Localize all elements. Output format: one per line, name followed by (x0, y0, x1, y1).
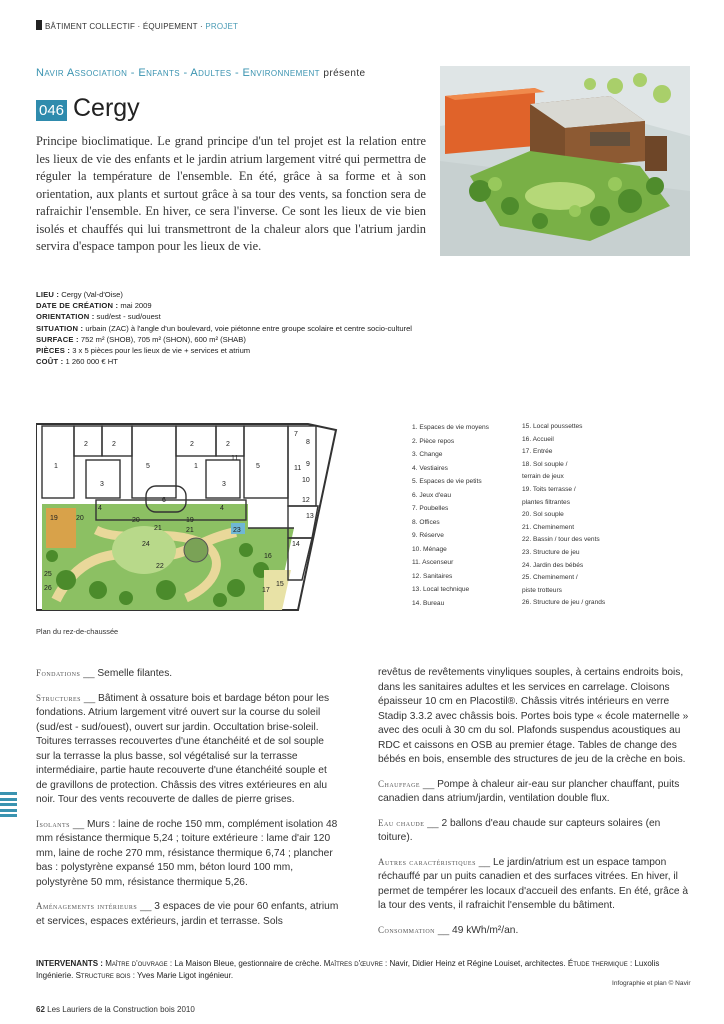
spec-label: Chauffage (378, 778, 421, 789)
legend-item: 4. Vestiaires (412, 464, 448, 472)
legend-item: 19. Toits terrasse / (522, 485, 576, 493)
presenter-line (36, 67, 366, 79)
plan-label: 19 (186, 517, 194, 524)
spec-label: Isolants (36, 818, 70, 829)
plan-label: 1 (194, 463, 198, 470)
sidebar-color-mark (0, 792, 17, 820)
plan-label: 19 (50, 515, 58, 522)
legend-item: 6. Jeux d'eau (412, 491, 452, 499)
plan-label: 20 (132, 517, 140, 524)
plan-label: 21 (186, 527, 194, 534)
legend-item: 17. Entrée (522, 448, 553, 456)
plan-label: 5 (256, 463, 260, 470)
spec-paragraph: Eau chaude __ 2 ballons d'eau chaude sur capteurs solaires (en toiture). (378, 817, 661, 843)
plan-label: 3 (222, 481, 226, 488)
plan-label: 11 (231, 455, 239, 462)
plan-label: 4 (98, 505, 102, 512)
plan-label: 11 (294, 465, 302, 472)
legend-item: 8. Offices (412, 518, 440, 526)
legend-item: terrain de jeux (522, 473, 564, 481)
legend-item: 15. Local poussettes (522, 423, 583, 430)
image-credit: Infographie et plan © Navir (612, 980, 691, 987)
legend-item: 25. Cheminement / (522, 574, 578, 582)
spec-paragraph: Autres caractéristiques __ Le jardin/atrium est un espace tampon réchauffé par un puits canadien et des surfaces vitrées. En hiver, il permet de tempérer les locaux d'accueil des enfants. En été, grâce à la tour des vents, il rafraichit l'ensemble du bâtiment. (378, 856, 689, 911)
fact-row: PIÈCES : 3 x 5 pièces pour les lieux de vie + services et atrium (36, 346, 251, 356)
plan-label: 25 (44, 571, 52, 578)
plan-label: 17 (262, 587, 270, 594)
presenter-name: Navir Association - Enfants - Adultes - Environnement (36, 67, 320, 79)
body-column-left (36, 666, 340, 938)
section-marker-icon (36, 20, 42, 30)
fact-row: DATE DE CRÉATION : mai 2009 (36, 301, 152, 311)
plan-label: 7 (294, 431, 298, 438)
plan-label: 22 (156, 563, 164, 570)
floor-plan-drawing (36, 420, 370, 616)
plan-label: 5 (146, 463, 150, 470)
fact-row: SITUATION : urbain (ZAC) à l'angle d'un boulevard, voie piétonne entre groupe scolaire et centre socio-culturel (36, 323, 412, 333)
legend-item: 18. Sol souple / (522, 460, 568, 468)
legend-item: 5. Espaces de vie petits (412, 478, 482, 485)
floor-plan (36, 420, 370, 616)
legend-item: 23. Structure de jeu (522, 548, 580, 556)
spec-label: Structures (36, 692, 82, 703)
legend-item: plantes filtrantes (522, 498, 571, 506)
spec-label: Consommation (378, 924, 436, 935)
plan-label: 2 (112, 441, 116, 448)
fact-row: SURFACE : 752 m² (SHOB), 705 m² (SHON), 600 m² (SHAB) (36, 334, 246, 344)
fact-row: LIEU : Cergy (Val-d'Oise) (36, 290, 123, 299)
legend-item: 26. Structure de jeu / grands (522, 599, 606, 607)
plan-label: 9 (306, 461, 310, 468)
fact-row: COÛT : 1 260 000 € HT (36, 357, 118, 367)
legend-item: 2. Pièce repos (412, 437, 455, 445)
plan-label: 2 (190, 441, 194, 448)
plan-label: 15 (276, 581, 284, 588)
publication-name: Les Lauriers de la Construction bois 2010 (47, 1005, 195, 1014)
plan-label: 2 (226, 441, 230, 448)
spec-label: Autres caractéristiques (378, 856, 476, 867)
plan-label: 1 (54, 463, 58, 470)
plan-label: 3 (100, 481, 104, 488)
legend-item: 12. Sanitaires (412, 572, 453, 580)
legend-item: piste trotteurs (522, 586, 562, 594)
aerial-rendering-illustration (440, 66, 690, 256)
presenter-suffix: présente (323, 68, 366, 79)
section-label: BÂTIMENT COLLECTIF · ÉQUIPEMENT · (45, 22, 203, 31)
project-title: Cergy (73, 94, 140, 122)
plan-label: 23 (233, 527, 241, 534)
section-tag: PROJET (205, 22, 239, 31)
plan-label: 24 (142, 541, 150, 548)
legend-item: 22. Bassin / tour des vents (522, 536, 600, 544)
aerial-rendering (440, 66, 690, 256)
spec-label: Fondations (36, 668, 81, 678)
plan-label: 16 (264, 553, 272, 560)
legend-item: 21. Cheminement (522, 523, 575, 531)
plan-label: 10 (302, 477, 310, 484)
page-footer (36, 1005, 195, 1014)
intro-paragraph: Principe bioclimatique. Le grand principe d'un tel projet est la relation entre les lieux de vie des enfants et le jardin atrium largement vitré qui permettra de réguler la température de l'ensemble. En été, grâce à sa forme et à son orientation, aux plants et surtout grâce à sa tour des vents, sa fonction sera de rafraichir l'ensemble. En hiver, ce sera l'inverse. Ce sont les lieux de vie bien isolés et chauffés qui lui transmettront de la chaleur alors que l'atrium jardin servira d'espace tampon pour les lieux de vie. (36, 134, 426, 253)
spec-paragraph: revêtus de revêtements vinyliques souples, à certains endroits bois, dans les sanitaires adultes et les services en carrelage. Cloisons épaisseur 10 cm en Placostil®. Châssis vitrés intérieurs en verre Stadip 3.3.2 avec châssis bois. Portes bois type « école maternelle » avec des oculi à 30 cm du sol. Plafonds suspendus acoustiques au RDC et caissons en OSB au premier étage. Tables de change des bébés en bois, ensemble des structures de jeu de la crèche en bois. (378, 667, 689, 765)
plan-caption: Plan du rez-de-chaussée (36, 627, 119, 636)
legend-item: 9. Réserve (412, 532, 444, 539)
plan-label: 4 (220, 505, 224, 512)
spec-paragraph: Consommation __ 49 kWh/m²/an. (378, 924, 519, 936)
spec-paragraph: Fondations __ Semelle filantes. (36, 668, 173, 679)
fact-row: ORIENTATION : sud/est - sud/ouest (36, 312, 161, 322)
plan-label: 26 (44, 585, 52, 592)
plan-legend-right (522, 421, 605, 610)
plan-label: 6 (162, 497, 166, 504)
spec-paragraph: Structures __ Bâtiment à ossature bois et bardage béton pour les fondations. Atrium largement vitré ouvert sur la course du soleil (sud/est - sud/ouest), ouvert sur jardin. Occultation brise-soleil. Toitures terrasses recouvertes d'une étanchéité et de sol souple sur la terrasse la plus basse, sol végétalisé sur la terrasse intermédiaire, partie haute recouverte d'une étanchéité souple et de gravillons de protection. Châssis des vitres extérieures en alu noir. Tour des vents recouverte de dalles de pierre grises. (36, 692, 330, 805)
legend-item: 7. Poubelles (412, 505, 449, 512)
section-header (36, 20, 238, 31)
legend-item: 10. Ménage (412, 545, 447, 553)
legend-item: 13. Local technique (412, 586, 470, 593)
plan-label: 20 (76, 515, 84, 522)
legend-item: 1. Espaces de vie moyens (412, 424, 489, 431)
legend-item: 3. Change (412, 451, 443, 458)
legend-item: 20. Sol souple (522, 511, 564, 519)
page-number: 62 (36, 1005, 45, 1014)
plan-label: 12 (302, 497, 310, 504)
legend-item: 11. Ascenseur (412, 559, 454, 566)
project-number: 046 (36, 100, 67, 121)
plan-legend-left (412, 421, 489, 610)
body-column-right (378, 666, 690, 947)
spec-label: Aménagements intérieurs (36, 901, 138, 911)
legend-item: 14. Bureau (412, 599, 445, 607)
spec-paragraph: Chauffage __ Pompe à chaleur air-eau sur plancher chauffant, puits canadien dans atrium/jardin, ventilation double flux. (378, 778, 680, 804)
legend-item: 16. Accueil (522, 435, 554, 443)
plan-label: 2 (84, 441, 88, 448)
plan-label: 21 (154, 525, 162, 532)
plan-label: 13 (306, 513, 314, 520)
spec-paragraph: Isolants __ Murs : laine de roche 150 mm, complément isolation 48 mm résistance thermique 5,24 ; toiture extérieure : lame d'air 120 mm, laine de roche 270 mm, résistance thermique 6,74 ; plancher bas : polystyrène expansé 150 mm, béton lourd 100 mm, polystyrène 50 mm, résistance thermique 5,26. (36, 818, 338, 888)
project-facts (36, 289, 412, 367)
plan-label: 8 (306, 439, 310, 446)
legend-item: 24. Jardin des bébés (522, 561, 584, 569)
plan-label: 14 (292, 541, 300, 548)
intervenants: INTERVENANTS : Maître d'ouvrage : La Maison Bleue, gestionnaire de crèche. Maîtres d'œuvre : Navir, Didier Heinz et Régine Louiset, architectes. Étude thermique : Luxolis Ingénierie. Structure bois : Yves Marie Ligot ingénieur. (36, 959, 660, 980)
spec-paragraph: Aménagements intérieurs __ 3 espaces de vie pour 60 enfants, atrium et services, espaces extérieurs, jardin et terrasse. Sols (36, 901, 339, 927)
spec-label: Eau chaude (378, 817, 425, 828)
